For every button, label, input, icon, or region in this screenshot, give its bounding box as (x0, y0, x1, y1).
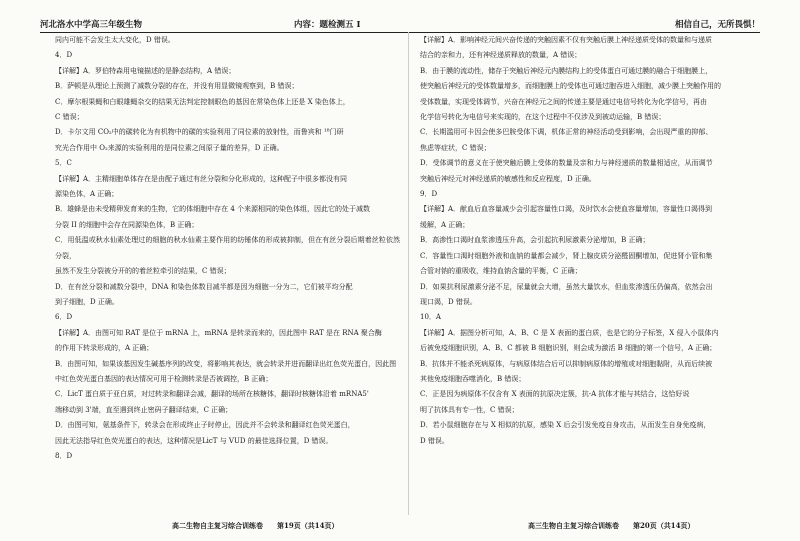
answer-line: D．在有丝分裂和减数分裂中，DNA 和染色体数目减半都是因为细胞一分为二，它们被平均分配 (55, 282, 353, 291)
answer-line: 9．D (420, 190, 438, 199)
answer-line: B．萨顿是从理论上预测了减数分裂的存在，并没有用显微镜观察到，B 错误； (55, 82, 299, 91)
answer-line: 现口渴，D 错误。 (420, 297, 477, 306)
answer-line: 缓解，A 正确； (420, 220, 470, 229)
left-page-column (55, 33, 400, 511)
answer-line: 源染色体，A 正确； (55, 190, 119, 199)
answer-line: D．由图可知，氨基条件下，转录会在形成终止子时停止，因此并不会转录和翻译红色荧光蛋白， (55, 421, 355, 430)
answer-line: 【详解】A．献血后血容量减少会引起容量性口渴，及时饮水会使血容量增加，容量性口渴得到 (420, 205, 713, 214)
answer-line: D．受体调节的意义在于使突触后膜上受体的数量及亲和力与神经递质的数量相适应，从而调节 (420, 159, 713, 168)
answer-line: B．雄蜂是由未受精卵发育来的生物，它的体细胞中存在 4 个来源相同的染色体组，因此它的处于减数 (55, 205, 371, 214)
answer-line: 明了抗体具有专一性，C 错误； (420, 405, 519, 414)
answer-line: 焦虑等症状，C 错误； (420, 143, 491, 152)
answer-line: 受体数量，实现受体调节，兴奋在神经元之间的传递主要是通过电信号转化为化学信号，再由 (420, 97, 707, 106)
answer-line: 6．D (55, 313, 73, 322)
answer-line: C．用低温或秋水仙素处理过的细胞的秋水仙素主要作用的纺锤体的形成被抑制，但在有丝分裂后期着丝粒依然分裂， (55, 236, 400, 260)
column-divider (408, 32, 409, 515)
header-content: 内容：题检测五 I (294, 20, 361, 30)
answer-line: 4．D (55, 51, 73, 60)
answer-line: 虽然不发生分裂被分开的的着丝粒牵引的结果，C 错误； (55, 267, 231, 276)
answer-line: C．摩尔根果蝇和白眼雄蝇杂交的结果无法判定控制眼色的基因在常染色体上还是 X 染色体上， (55, 97, 350, 106)
answer-line: C．容量性口渴时细胞外液和血钠的量都会减少，肾上腺皮质分泌醛固酮增加，促进肾小管和集 (420, 251, 713, 260)
answer-line: 【详解】A．罗伯特森用电镜描述的是静态结构，A 错误； (55, 66, 236, 75)
answer-line: 究光合作用中 O₂来源的实验利用的是同位素之间原子量的差异，D 正确。 (55, 143, 284, 152)
answer-line: C．长期滥用可卡因会使多巴胺受体下调，机体正常的神经活动受到影响，会出现严重的抑郁、 (420, 128, 713, 137)
answer-line: 端移动到 3'端，直至遇到终止密码子翻译结束，C 正确； (55, 405, 233, 414)
answer-line: 5．C (55, 159, 72, 168)
answer-line: 【详解】A．影响神经元间兴奋传递的突触因素不仅有突触后膜上神经递质受体的数量和与递质 (420, 36, 713, 44)
answer-line: B．抗体并不能杀死病原体，与病原体结合后可以抑制病原体的增殖或对细胞黏附，从而后续被 (420, 359, 713, 368)
answer-line: 【详解】A．主精细胞单体存在是由配子通过有丝分裂和分化形成的，这种配子中很多都没有同 (55, 174, 348, 183)
answer-line: 合管对钠的重吸收，维持血钠含量的平衡，C 正确； (420, 267, 582, 276)
right-page-column (420, 33, 765, 511)
answer-line: 其他免疫细胞吞噬消化，B 错误； (420, 374, 526, 383)
answer-line: D．若小鼠细胞存在与 X 相似的抗原，感染 X 后会引发免疫自身攻击，从而发生自身免疫病， (420, 421, 711, 430)
answer-line: 【详解】A．由图可知 RAT 是位于 mRNA 上，mRNA 是转录而来的，因此图中 RAT 是在 RNA 聚合酶 (55, 328, 382, 337)
page-header (40, 14, 760, 33)
answer-line: D．如果抗利尿激素分泌不足，尿量就会大增，虽然大量饮水，但血浆渗透压仍偏高，依然会出 (420, 282, 713, 291)
answer-line: 的作用下转录形成的，A 正确； (55, 344, 154, 353)
answer-line: 突触后神经元对神经递质的敏感性和反应程度，D 正确。 (420, 174, 596, 183)
answer-line: C．LicT 蛋白质于亚白质，对过转录和翻译会减，翻译的场所在核糖体，翻译时核糖体沿着 mRNA5' (55, 390, 369, 399)
answer-line: 【详解】A．据图分析可知，A、B、C 是 X 表面的蛋白质，也是它的分子标签，X 侵入小鼠体内 (420, 328, 719, 337)
answer-line: 化学信号转化为电信号来实现的，在这个过程中不仅涉及到被动运输，B 错误； (420, 113, 666, 122)
answer-line: 到子细胞，D 正确。 (55, 297, 119, 306)
answer-line: D 错误。 (420, 436, 449, 445)
answer-line: B．由于膜的流动性，储存于突触后神经元内膜结构上的受体蛋白可通过膜的融合于细胞膜上， (420, 66, 713, 75)
answer-line: 分裂 II 的细胞中会存在同源染色体，B 正确； (55, 220, 199, 229)
answer-line: 中红色荧光蛋白基因的表达情况可用于检测转录是否被调控，B 正确； (55, 374, 273, 383)
footer-left-page-number: 高二生物自主复习综合训练卷 第19页（共14页） (172, 521, 339, 530)
answer-line: 使突触后神经元的受体数量增多，而细胞膜上的受体也可通过胞吞进入细胞，减少膜上突触作用的 (420, 82, 721, 91)
header-school: 河北洛水中学高三年级生物 (40, 20, 143, 30)
answer-line: 同内可能不会发生太大变化，D 错误。 (55, 36, 175, 44)
answer-line: 后被免疫细胞识别，A、B、C 都被 B 细胞识别，则会成为激活 B 细胞的第一个信号，A 正确； (420, 344, 717, 353)
footer-right-page-number: 高三生物自主复习综合训练卷 第20页（共14页） (528, 521, 695, 530)
answer-line: 因此无法指导红色荧光蛋白的表达，这种情况是LicT 与 VUD 的最佳选择位置，D 错误。 (55, 436, 333, 445)
answer-line: C 错误； (55, 113, 84, 122)
answer-line: D．卡尔文用 CO₂中的碳转化为有机物中的碳的实验利用了同位素的放射性，而鲁宾和 ¹⁸门研 (55, 128, 344, 137)
answer-line: 10．A (420, 313, 441, 322)
header-motto: 相信自己，无所畏惧！ (674, 20, 760, 30)
answer-line: B．高渗性口渴时血浆渗透压升高，会引起抗利尿激素分泌增加，B 正确； (420, 236, 650, 245)
answer-line: 结合的亲和力，还有神经递质释放的数量，A 错误； (420, 51, 582, 60)
answer-line: C．正是因为病原体不仅含有 X 表面的抗原决定簇，抗-A 抗体才能与其结合，这恰好说 (420, 390, 690, 399)
answer-line: 8．D (55, 451, 73, 460)
answer-line: B．由图可知，如果该基因发生碱基序列的改变，将影响其表达，就会转录并进而翻译出红色荧光蛋白，因此图 (55, 359, 397, 368)
